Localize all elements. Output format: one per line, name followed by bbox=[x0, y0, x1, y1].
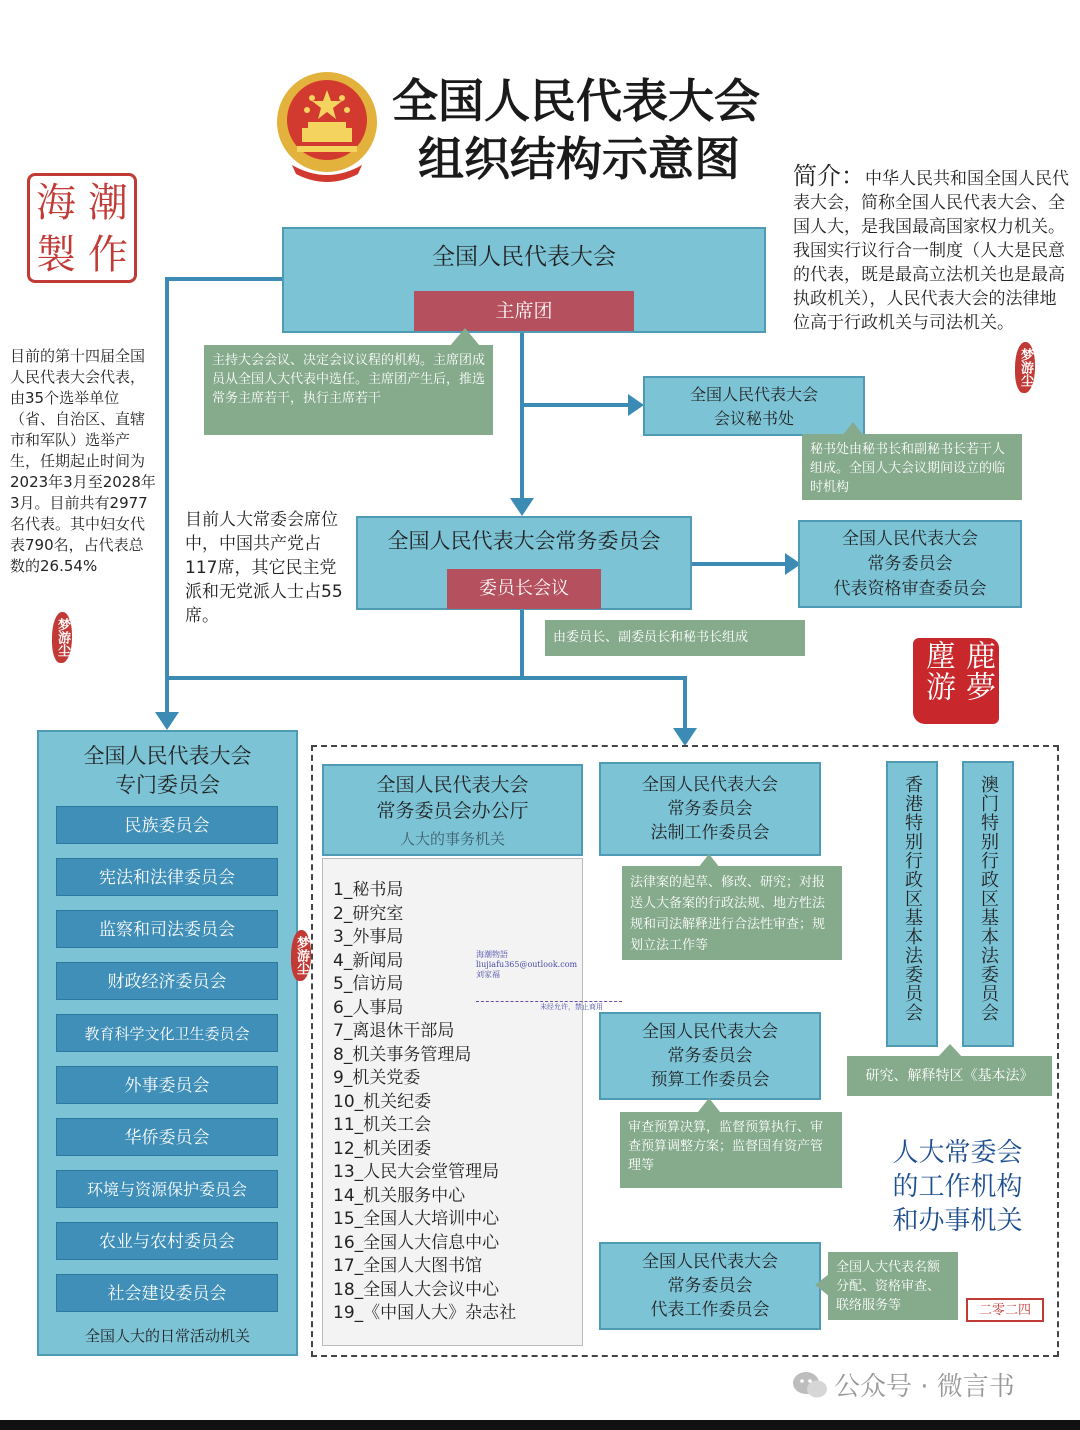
legal-line-2: 常务委员会 bbox=[667, 799, 753, 819]
secretariat-title-2: 会议秘书处 bbox=[713, 409, 794, 428]
deputy-affairs-box bbox=[599, 1242, 821, 1330]
page-title bbox=[392, 72, 772, 188]
budget-affairs-note: 审查预算决算，监督预算执行、审查预算调整方案；监督国有资产管理等 bbox=[620, 1112, 842, 1188]
credentials-line-2: 常务委员会 bbox=[867, 554, 953, 574]
office-department: 16_全国人大信息中心 bbox=[333, 1232, 500, 1253]
dream-stamp: 梦游尘 bbox=[52, 612, 72, 663]
office-title-1: 全国人民代表大会 bbox=[376, 774, 529, 796]
presidium-box: 主席团 bbox=[414, 291, 634, 331]
legal-line-1: 全国人民代表大会 bbox=[642, 775, 778, 795]
connector-line bbox=[165, 277, 169, 719]
title-line-2: 组织结构示意图 bbox=[418, 132, 740, 186]
intro-body: 中华人民共和国全国人民代表大会，简称全国人民代表大会、全国人大，是我国最高国家权力机关。我国实行议行合一制度（人大是民意的代表，既是最高立法机关也是最高执政机关），人民代表大会的法律地位高于行政机关与司法机关。 bbox=[793, 169, 1069, 333]
year-stamp: 二零二四 bbox=[966, 1298, 1044, 1322]
special-committee-item: 财政经济委员会 bbox=[56, 962, 278, 1000]
special-committee-item: 外事委员会 bbox=[56, 1066, 278, 1104]
deputy-line-1: 全国人民代表大会 bbox=[642, 1252, 778, 1272]
hk-basic-law-label: 香港特别行政区基本法委员会 bbox=[902, 775, 923, 1022]
title-line-1: 全国人民代表大会 bbox=[392, 74, 760, 128]
working-organs-line-2: 的工作机构 bbox=[892, 1172, 1023, 1202]
secretariat-note: 秘书处由秘书长和副秘书长若干人组成。全国人大会议期间设立的临时机构 bbox=[802, 434, 1022, 500]
basic-law-note: 研究、解释特区《基本法》 bbox=[847, 1056, 1052, 1096]
deputy-line-2: 常务委员会 bbox=[667, 1276, 753, 1296]
legal-affairs-note: 法律案的起草、修改、研究；对报送人大备案的行政法规、地方性法规和司法解释进行合法性审查；规划立法工作等 bbox=[622, 866, 842, 960]
office-department: 15_全国人大培训中心 bbox=[333, 1209, 500, 1229]
chairmen-council-box: 委员长会议 bbox=[447, 569, 601, 609]
office-department: 13_人民大会堂管理局 bbox=[333, 1162, 500, 1182]
watermark-line: 海潮物語 bbox=[476, 950, 508, 959]
credentials-line-3: 代表资格审查委员会 bbox=[833, 579, 987, 599]
seal-char: 作 bbox=[88, 232, 128, 278]
special-committee-item: 民族委员会 bbox=[56, 806, 278, 844]
dream-stamp: 梦游尘 bbox=[291, 930, 311, 981]
connector-line bbox=[520, 608, 524, 678]
intro-label: 简介： bbox=[793, 162, 865, 190]
office-department: 9_机关党委 bbox=[333, 1068, 421, 1088]
watermark-line: 刘家福 bbox=[476, 970, 500, 979]
office-department: 2_研究室 bbox=[333, 903, 404, 924]
budget-affairs-box bbox=[599, 1012, 821, 1100]
npc-title: 全国人民代表大会 bbox=[432, 244, 616, 270]
seal-char: 製 bbox=[36, 232, 76, 278]
office-departments-list bbox=[322, 858, 583, 1346]
legal-line-3: 法制工作委员会 bbox=[650, 823, 770, 843]
seal-lumeng-text: 鹿夢塵游 bbox=[920, 640, 995, 702]
author-watermark bbox=[476, 950, 577, 980]
office-department: 4_新闻局 bbox=[333, 950, 404, 971]
working-organs-line-3: 和办事机关 bbox=[892, 1206, 1023, 1236]
deputy-line-3: 代表工作委员会 bbox=[650, 1300, 770, 1320]
office-department: 12_机关团委 bbox=[333, 1138, 432, 1159]
callout-pointer-icon bbox=[450, 328, 480, 346]
office-department: 19_《中国人大》杂志社 bbox=[333, 1303, 517, 1323]
bottom-bar bbox=[0, 1420, 1080, 1430]
standing-title: 全国人民代表大会常务委员会 bbox=[387, 529, 661, 553]
standing-seats-note: 目前人大常委会席位中，中国共产党占117席，其它民主党派和无党派人士占55席。 bbox=[185, 510, 343, 626]
special-committee-item: 环境与资源保护委员会 bbox=[56, 1170, 278, 1208]
credentials-line-1: 全国人民代表大会 bbox=[842, 529, 978, 549]
connector-line bbox=[520, 330, 524, 500]
working-organs-line-1: 人大常委会 bbox=[892, 1138, 1023, 1168]
deputy-affairs-note: 全国人大代表名额分配、资格审查、联络服务等 bbox=[828, 1252, 958, 1320]
connector-line bbox=[683, 676, 687, 731]
national-emblem-icon bbox=[272, 70, 382, 185]
special-committee-item: 华侨委员会 bbox=[56, 1118, 278, 1156]
office-department: 14_机关服务中心 bbox=[333, 1185, 466, 1206]
wechat-footer bbox=[792, 1366, 1015, 1403]
office-department: 6_人事局 bbox=[333, 997, 404, 1018]
special-title-1: 全国人民代表大会 bbox=[83, 744, 252, 768]
seal-haichao bbox=[27, 173, 137, 283]
deputies-note: 目前的第十四届全国人民代表大会代表，由35个选举单位（省、自治区、直辖市和军队）选举产生，任期起止时间为2023年3月至2028年3月。目前共有2977名代表。其中妇女代表790名，占代表总数的26.54% bbox=[10, 347, 156, 575]
dream-stamp: 梦游尘 bbox=[1015, 342, 1035, 393]
special-committee-item: 教育科学文化卫生委员会 bbox=[56, 1014, 278, 1052]
special-title-2: 专门委员会 bbox=[115, 773, 220, 797]
wechat-icon bbox=[792, 1370, 828, 1400]
office-title-2: 常务委员会办公厅 bbox=[376, 800, 529, 822]
general-office-box bbox=[322, 764, 583, 856]
chairmen-council-note: 由委员长、副委员长和秘书长组成 bbox=[545, 620, 805, 656]
seal-char: 潮 bbox=[88, 180, 128, 226]
connector-line bbox=[165, 277, 285, 281]
budget-line-3: 预算工作委员会 bbox=[650, 1070, 770, 1090]
callout-pointer-icon bbox=[698, 1098, 720, 1112]
special-committee-item: 监察和司法委员会 bbox=[56, 910, 278, 948]
office-department: 18_全国人大会议中心 bbox=[333, 1279, 500, 1300]
macau-basic-law-label: 澳门特别行政区基本法委员会 bbox=[978, 775, 999, 1022]
special-committee-item: 农业与农村委员会 bbox=[56, 1222, 278, 1260]
seal-char: 海 bbox=[36, 180, 76, 226]
arrow-head-icon bbox=[510, 498, 534, 516]
office-subtitle: 人大的事务机关 bbox=[399, 830, 505, 848]
working-organs-label bbox=[870, 1136, 1045, 1238]
watermark-line: liujiafu365@outlook.com bbox=[476, 960, 578, 969]
macau-basic-law-committee-box bbox=[962, 761, 1014, 1047]
secretariat-title-1: 全国人民代表大会 bbox=[689, 385, 818, 404]
special-committee-item: 社会建设委员会 bbox=[56, 1274, 278, 1312]
office-department: 1_秘书局 bbox=[333, 880, 404, 900]
arrow-head-icon bbox=[628, 394, 644, 416]
wechat-account: 公众号 · 微言书 bbox=[834, 1372, 1015, 1402]
special-footer: 全国人大的日常活动机关 bbox=[84, 1327, 250, 1345]
credentials-committee-box bbox=[798, 520, 1022, 608]
budget-line-1: 全国人民代表大会 bbox=[642, 1022, 778, 1042]
legal-affairs-box bbox=[599, 762, 821, 856]
secretariat-box bbox=[643, 376, 865, 436]
office-department: 7_离退休干部局 bbox=[333, 1021, 455, 1041]
intro-text bbox=[793, 164, 1073, 335]
callout-pointer-icon bbox=[815, 1274, 829, 1296]
connector-line bbox=[522, 403, 630, 407]
connector-line bbox=[688, 562, 788, 566]
office-department: 11_机关工会 bbox=[333, 1115, 432, 1135]
connector-line bbox=[165, 676, 687, 680]
presidium-note: 主持大会会议、决定会议议程的机构。主席团成员从全国人大代表中选任。主席团产生后，推选常务主席若干，执行主席若干 bbox=[204, 345, 493, 435]
office-department: 10_机关纪委 bbox=[333, 1091, 432, 1112]
office-department: 8_机关事务管理局 bbox=[333, 1044, 472, 1065]
office-department: 17_全国人大图书馆 bbox=[333, 1256, 483, 1276]
seal-lumeng bbox=[913, 638, 999, 724]
office-department: 5_信访局 bbox=[333, 974, 404, 994]
hk-basic-law-committee-box bbox=[886, 761, 938, 1047]
watermark-line: 未经允许，禁止商用 bbox=[540, 1003, 603, 1011]
special-committee-item: 宪法和法律委员会 bbox=[56, 858, 278, 896]
office-department: 3_外事局 bbox=[333, 927, 404, 947]
arrow-head-icon bbox=[673, 728, 697, 746]
budget-line-2: 常务委员会 bbox=[667, 1046, 753, 1066]
arrow-head-icon bbox=[155, 712, 179, 730]
